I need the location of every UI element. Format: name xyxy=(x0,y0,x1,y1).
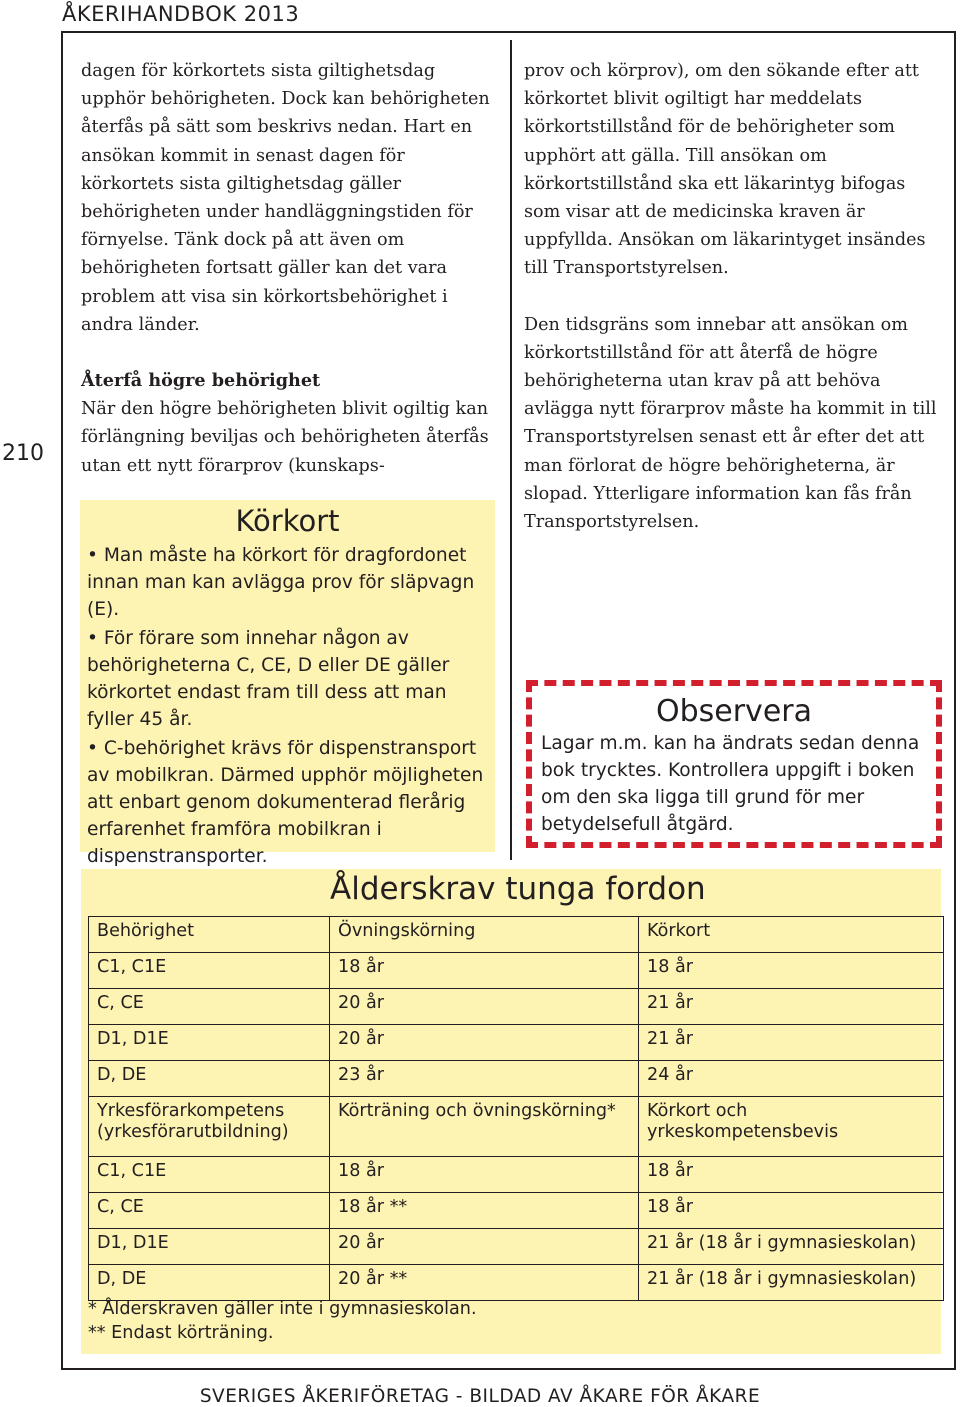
observera-title: Observera xyxy=(655,694,812,729)
table-cell: 20 år ** xyxy=(330,1265,639,1301)
table-cell: C, CE xyxy=(89,989,330,1025)
table-cell: 18 år ** xyxy=(330,1193,639,1229)
korkort-list xyxy=(87,542,487,872)
table-cell: C1, C1E xyxy=(89,953,330,989)
list-item: • För förare som innehar någon av behörigheterna C, CE, D eller DE gäller körkortet endast fram till dess att man fyller 45 år. xyxy=(87,628,450,730)
table-row xyxy=(89,953,944,989)
footnote: ** Endast körträning. xyxy=(88,1323,274,1343)
page-number: 210 xyxy=(2,441,44,466)
table-cell: Körträning och övningskörning* xyxy=(330,1097,639,1157)
table-cell: D1, D1E xyxy=(89,1229,330,1265)
table-cell: D, DE xyxy=(89,1265,330,1301)
observera-body: Lagar m.m. kan ha ändrats sedan denna bok trycktes. Kontrollera uppgift i boken om den ska ligga till grund för mer betydelsefull åtgärd. xyxy=(541,733,920,835)
age-requirements-table xyxy=(88,916,944,1301)
column-divider xyxy=(510,40,512,860)
list-item: • Man måste ha körkort för dragfordonet innan man kan avlägga prov för släpvagn (E). xyxy=(87,545,475,620)
table-cell: C, CE xyxy=(89,1193,330,1229)
table-cell: C1, C1E xyxy=(89,1157,330,1193)
table-row xyxy=(89,917,944,953)
table-cell: 18 år xyxy=(639,953,944,989)
page-footer: SVERIGES ÅKERIFÖRETAG - BILDAD AV ÅKARE FÖR ÅKARE xyxy=(199,1386,761,1407)
table-cell: 21 år xyxy=(639,989,944,1025)
table-cell: 21 år (18 år i gymnasieskolan) xyxy=(639,1265,944,1301)
table-row xyxy=(89,1025,944,1061)
section-heading: Återfå högre behörighet xyxy=(81,370,321,392)
age-requirements-title: Ålderskrav tunga fordon xyxy=(330,871,706,907)
right-paragraph-2: Den tidsgräns som innebar att ansökan om körkortstillstånd för att återfå de högre behörigheterna utan krav på att behöva avlägga nytt förarprov måste ha kommit in till Transportstyrelsen senast ett år efter det att man förlorat de högre behörigheterna, är slopad. Ytterligare information kan fås från Transportstyrelsen. xyxy=(524,314,937,533)
table-row xyxy=(89,1193,944,1229)
table-cell: 20 år xyxy=(330,1229,639,1265)
korkort-box xyxy=(80,500,495,867)
table-cell: 21 år xyxy=(639,1025,944,1061)
header-title: ÅKERIHANDBOK 2013 xyxy=(62,2,300,26)
left-paragraph-2: När den högre behörigheten blivit ogiltig kan förlängning beviljas och behörigheten återfås utan ett nytt förarprov (kunskaps- xyxy=(81,399,489,476)
table-row xyxy=(89,1097,944,1157)
table-row xyxy=(89,1061,944,1097)
table-cell: 18 år xyxy=(330,953,639,989)
right-paragraph-1: prov och körprov), om den sökande efter att körkortet blivit ogiltigt har meddelats körkortstillstånd för de behörigheter som upphört att gälla. Till ansökan om körkortstillstånd ska ett läkarintyg bifogas som visar att de medicinska kraven är uppfyllda. Ansökan om läkarintyget insändes till Transportstyrelsen. xyxy=(524,61,926,279)
footnote: * Ålderskraven gäller inte i gymnasieskolan. xyxy=(88,1299,477,1319)
table-cell: D1, D1E xyxy=(89,1025,330,1061)
table-cell: Övningskörning xyxy=(330,917,639,953)
right-column xyxy=(524,57,944,536)
table-cell: 24 år xyxy=(639,1061,944,1097)
table-cell: D, DE xyxy=(89,1061,330,1097)
table-cell: 20 år xyxy=(330,989,639,1025)
table-cell: 20 år xyxy=(330,1025,639,1061)
observera-box xyxy=(526,680,942,848)
korkort-title: Körkort xyxy=(235,504,340,538)
table-cell: 21 år (18 år i gymnasieskolan) xyxy=(639,1229,944,1265)
table-row xyxy=(89,1157,944,1193)
left-column xyxy=(81,57,501,480)
table-row xyxy=(89,1229,944,1265)
table-row xyxy=(89,989,944,1025)
table-cell: Yrkesförarkompetens (yrkesförarutbildning) xyxy=(89,1097,330,1157)
table-cell: Körkort och yrkeskompetensbevis xyxy=(639,1097,944,1157)
table-row xyxy=(89,1265,944,1301)
table-cell: 18 år xyxy=(330,1157,639,1193)
table-cell: Behörighet xyxy=(89,917,330,953)
left-paragraph-1: dagen för körkortets sista giltighetsdag upphör behörigheten. Dock kan behörigheten återfås på sätt som beskrivs nedan. Hart en ansökan kommit in senast dagen för körkortets sista giltighetsdag gäller behörigheten under handläggningstiden för förnyelse. Tänk dock på att även om behörigheten fortsatt gäller kan det vara problem att visa sin körkortsbehörighet i andra länder. xyxy=(81,61,490,335)
footnotes xyxy=(88,1297,477,1345)
table-cell: 23 år xyxy=(330,1061,639,1097)
table-cell: 18 år xyxy=(639,1193,944,1229)
table-cell: 18 år xyxy=(639,1157,944,1193)
list-item: • C-behörighet krävs för dispenstransport av mobilkran. Därmed upphör möjligheten att enbart genom dokumenterad flerårig erfarenhet framföra mobilkran i dispenstransporter. xyxy=(87,738,484,867)
table-cell: Körkort xyxy=(639,917,944,953)
